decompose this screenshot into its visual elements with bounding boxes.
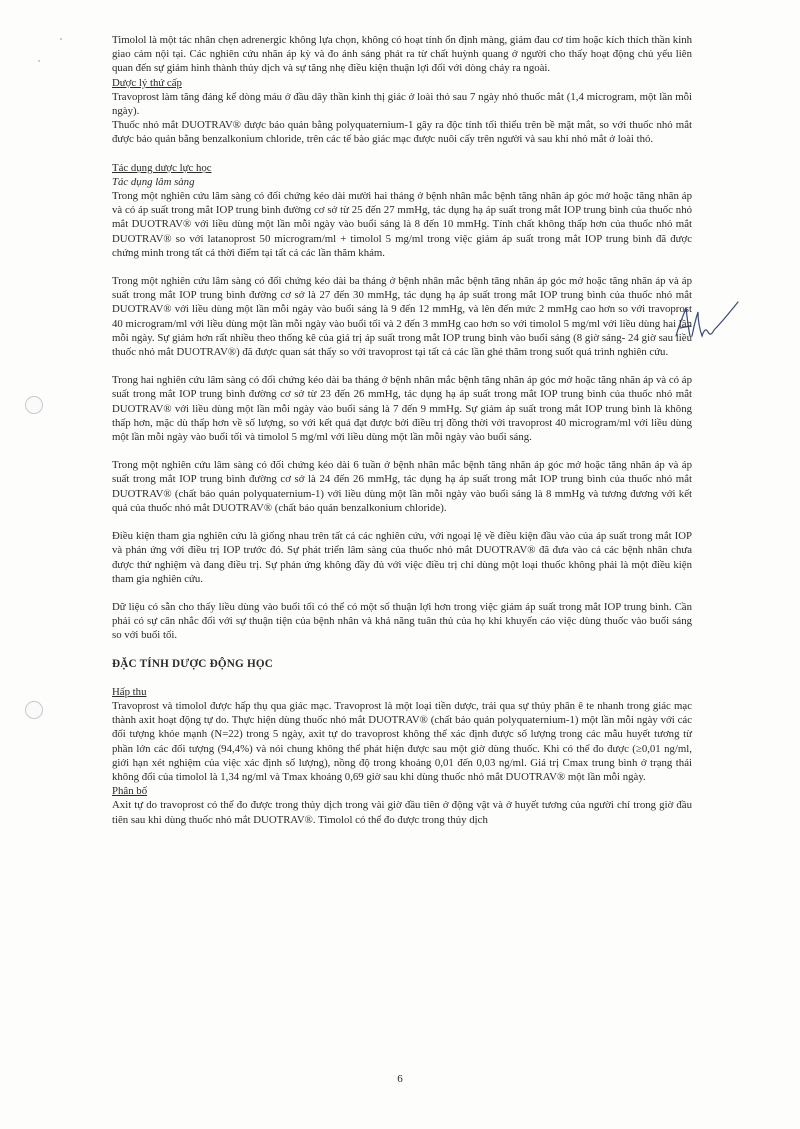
paragraph: Thuốc nhỏ mắt DUOTRAV® được bảo quản bằng polyquaternium-1 gây ra độc tính tối thiểu trên bề mặt mắt, so với thuốc nhỏ mắt được bảo quản bằng benzalkonium chloride, trên các tế bào giác mạc được nuôi cấy trên người và sau khi nhỏ mắt ở loài thỏ. <box>112 119 692 146</box>
paragraph: Trong hai nghiên cứu lâm sàng có đối chứng kéo dài ba tháng ở bệnh nhân mắc bệnh tăng nhãn áp góc mở hoặc tăng nhãn áp và có áp suất trong mắt IOP trung bình đường cơ sở từ 23 đến 26 mmHg, tác dụng hạ áp suất trong mắt IOP trung bình của thuốc nhỏ mắt DUOTRAV® với liều dùng một lần mỗi ngày vào buổi sáng là 7 đến 9 mmHg. Sự giảm áp suất trong mắt IOP trung bình là không thấp hơn, mặc dù thấp hơn về số lượng, so với kết quả đạt được bởi điều trị đồng thời với travoprost 40 microgram/ml với liều dùng một lần mỗi ngày vào buổi tối và timolol 5 mg/ml với liều dùng một lần mỗi ngày vào buổi sáng. <box>112 374 692 444</box>
section-heading-pharmacodynamics: Tác dụng dược lực học <box>112 161 212 174</box>
paragraph: Trong một nghiên cứu lâm sàng có đối chứng kéo dài 6 tuần ở bệnh nhân mắc bệnh tăng nhãn áp góc mở hoặc tăng nhãn áp và áp suất trong mắt IOP trung bình đường cơ sở là 24 đến 26 mmHg, tác dụng hạ áp suất trong mắt IOP trung bình của thuốc nhỏ mắt DUOTRAV® (chất bảo quản polyquaternium-1) với liều dùng một lần mỗi ngày vào buổi sáng là 8 mmHg và tương đương với kết quả của thuốc nhỏ mắt DUOTRAV® (chất bảo quản benzalkonium chloride). <box>112 459 692 514</box>
paragraph: Dữ liệu có sẵn cho thấy liều dùng vào buổi tối có thể có một số thuận lợi hơn trong việc giảm áp suất trong mắt IOP trung bình. Cần phải có sự cân nhắc đối với sự thuận tiện của bệnh nhân và khả năng tuân thủ của họ khi khuyến cáo việc dùng thuốc vào buổi sáng so với buổi tối. <box>112 600 692 642</box>
section-heading-pharmacokinetics: ĐẶC TÍNH DƯỢC ĐỘNG HỌC <box>112 657 274 670</box>
scan-speck <box>38 60 40 62</box>
scan-speck <box>60 38 62 40</box>
paragraph: Trong một nghiên cứu lâm sàng có đối chứng kéo dài mười hai tháng ở bệnh nhân mắc bệnh tăng nhãn áp góc mở hoặc tăng nhãn áp và có áp suất trong mắt IOP trung bình đường cơ sở từ 25 đến 27 mmHg, tác dụng hạ áp suất trong mắt IOP trung bình của thuốc nhỏ mắt DUOTRAV® với liều dùng một lần mỗi ngày vào buổi sáng là 8 đến 10 mmHg. Tính chất không thấp hơn của thuốc nhỏ mắt DUOTRAV® so với latanoprost 50 microgram/ml + timolol 5 mg/ml trong việc giảm áp suất trong mắt IOP trung bình đã được chứng minh trong tất cả thời điểm tại tất cả các lần thăm khám. <box>112 190 692 259</box>
subheading-distribution: Phân bố <box>112 785 148 798</box>
subheading-absorption: Hấp thu <box>112 685 147 698</box>
paragraph: Trong một nghiên cứu lâm sàng có đối chứng kéo dài ba tháng ở bệnh nhân mắc bệnh tăng nhãn áp góc mở hoặc tăng nhãn áp và áp suất trong mắt IOP trung bình đường cơ sở là 27 đến 30 mmHg, tác dụng hạ áp suất trong mắt IOP trung bình của thuốc nhỏ mắt DUOTRAV® với liều dùng một lần mỗi ngày vào buổi sáng là 9 đến 12 mmHg, và lên đến mức 2 mmHg cao hơn so với travoprost 40 microgram/ml với liều dùng một lần mỗi ngày vào buổi tối và 2 đến 3 mmHg cao hơn so với timolol 5 mg/ml với liều dùng hai lần mỗi ngày. Sự giảm hơn rất nhiều theo thống kê của giá trị áp suất trong mắt IOP trung bình vào buổi sáng (8 giờ sáng- 24 giờ sau liều thuốc nhỏ mắt DUOTRAV®) đã được quan sát thấy so với travoprost tại tất cả các lần ghé thăm trong suốt quá trình nghiên cứu. <box>112 275 692 359</box>
paragraph: Axit tự do travoprost có thể đo được trong thủy dịch trong vài giờ đầu tiên ở động vật và ở huyết tương của người chỉ trong giờ đầu tiên sau khi dùng thuốc nhỏ mắt DUOTRAV®. Timolol có thể đo được trong thủy dịch <box>112 799 692 826</box>
subheading-clinical-effects: Tác dụng lâm sàng <box>112 175 195 188</box>
paragraph: Điều kiện tham gia nghiên cứu là giống nhau trên tất cả các nghiên cứu, với ngoại lệ về điều kiện đầu vào của áp suất trong mắt IOP và phản ứng với điều trị IOP trước đó. Sự phát triển lâm sàng của thuốc nhỏ mắt DUOTRAV® đã đưa vào cả các bệnh nhân chưa được thử nghiệm và đang điều trị. Sự phản ứng không đầy đủ với việc điều trị chỉ dùng một loại thuốc không phải là một điều kiện tham gia nghiên cứu. <box>112 530 692 585</box>
paragraph: Timolol là một tác nhân chẹn adrenergic không lựa chọn, không có hoạt tính ổn định màng, giảm đau cơ tim hoặc kích thích thần kinh giao cảm nội tại. Các nghiên cứu nhãn áp kỳ và đo ánh sáng phát ra từ chất huỳnh quang ở người cho thấy hoạt động chủ yếu liên quan đến sự giảm hình thành thủy dịch và sự tăng nhẹ điều kiện thuận lợi đối với dòng chảy ra ngoài. <box>112 34 692 75</box>
page-number: 6 <box>397 1073 403 1085</box>
section-heading-secondary-pharmacology: Dược lý thứ cấp <box>112 76 182 89</box>
punch-hole <box>25 396 43 414</box>
punch-hole <box>25 701 43 719</box>
paragraph: Travoprost và timolol được hấp thụ qua giác mạc. Travoprost là một loại tiền dược, trải qua sự thủy phân ê te nhanh trong giác mạc thành axit hoạt động tự do. Thực hiện dùng thuốc nhỏ mắt DUOTRAV® (chất bảo quản polyquaternium-1) một lần mỗi ngày với các đối tượng khỏe mạnh (N=22) trong 5 ngày, axit tự do travoprost không thể xác định được số lượng trong các mẫu huyết tương từ phần lớn các đối tượng (94,4%) và nói chung không thể phát hiện được sau một giờ dùng thuốc. Khi có thể đo được (≥0,01 ng/ml, giới hạn xét nghiệm của việc xác định số lượng), nồng độ trong khoảng 0,01 đến 0,03 ng/ml. Giá trị Cmax trung bình ở trạng thái không đổi của timolol là 1,34 ng/ml và Tmax khoảng 0,69 giờ sau khi dùng thuốc nhỏ mắt DUOTRAV® một lần mỗi ngày. <box>112 699 692 783</box>
document-body <box>112 33 692 827</box>
paragraph: Travoprost làm tăng đáng kể dòng máu ở đầu dây thần kinh thị giác ở loài thỏ sau 7 ngày nhỏ thuốc mắt (1,4 microgram, một lần mỗi ngày). <box>112 90 692 118</box>
